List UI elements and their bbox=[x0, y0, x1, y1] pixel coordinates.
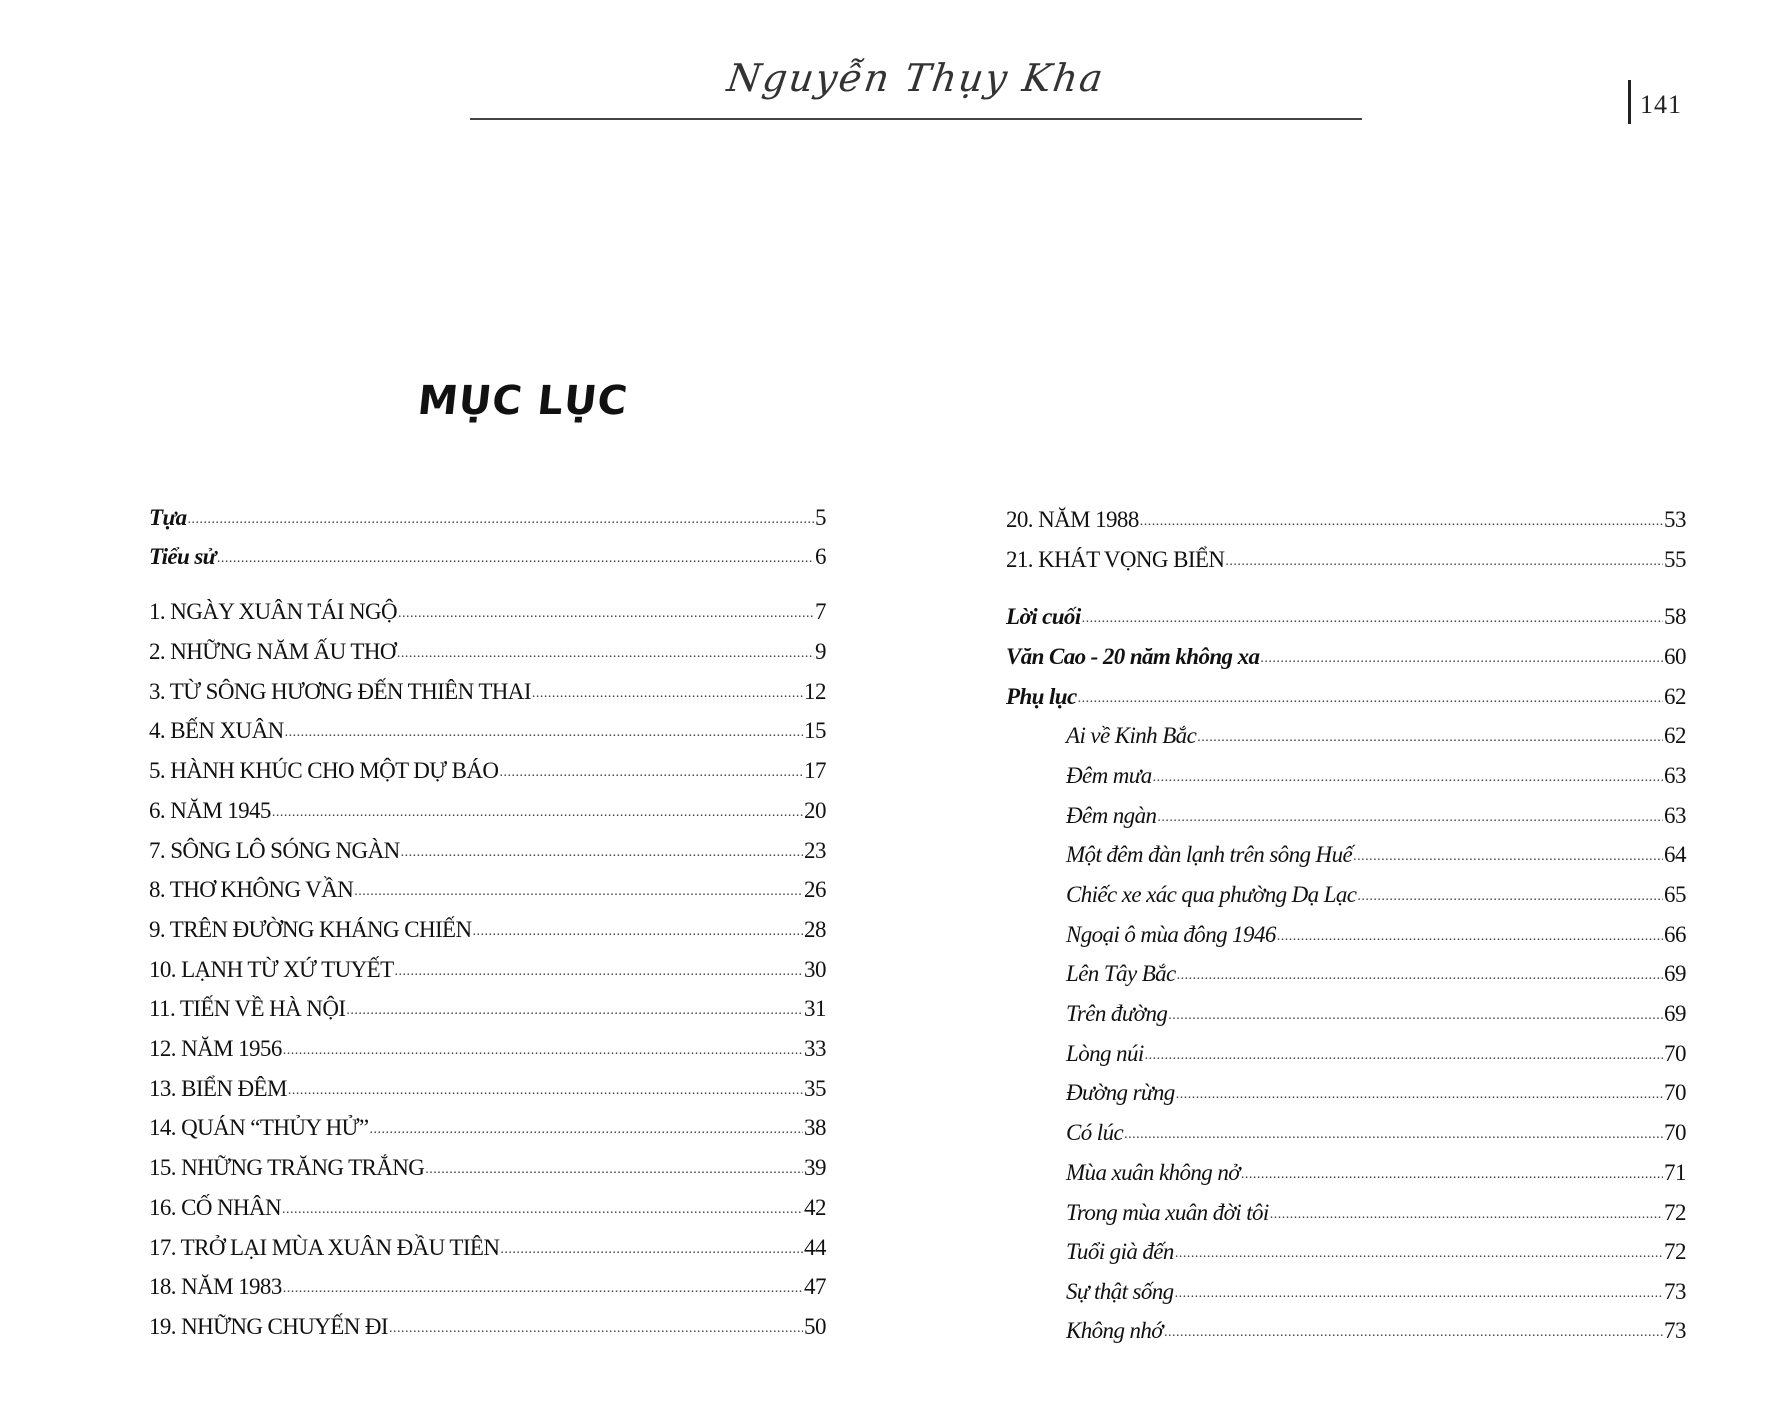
toc-entry-label: Mùa xuân không nở bbox=[1066, 1160, 1240, 1185]
toc-entry-page: 47 bbox=[804, 1274, 826, 1299]
toc-leader-dots bbox=[285, 718, 803, 748]
toc-entry bbox=[1006, 545, 1686, 575]
toc-entry bbox=[149, 955, 826, 985]
toc-entry bbox=[149, 915, 826, 945]
toc-entry-page: 28 bbox=[804, 917, 826, 942]
running-head-author: Nguyễn Thụy Kha bbox=[724, 56, 1108, 100]
toc-entry-page: 72 bbox=[1664, 1239, 1686, 1264]
toc-leader-dots bbox=[282, 1195, 803, 1225]
toc-entry bbox=[149, 1074, 826, 1104]
toc-leader-dots bbox=[1241, 1160, 1663, 1190]
toc-entry-page: 73 bbox=[1664, 1318, 1686, 1343]
toc-entry-label: Tiểu sử bbox=[149, 544, 216, 569]
toc-leader-dots bbox=[401, 838, 803, 868]
toc-leader-dots bbox=[1145, 1041, 1663, 1071]
toc-left-column bbox=[149, 0, 826, 1418]
toc-entry bbox=[1006, 682, 1686, 712]
toc-entry-label: 17. TRỞ LẠI MÙA XUÂN ĐẦU TIÊN bbox=[149, 1235, 500, 1260]
toc-entry-page: 63 bbox=[1664, 763, 1686, 788]
page-title: MỤC LỤC bbox=[415, 378, 631, 424]
toc-entry-page: 65 bbox=[1664, 882, 1686, 907]
toc-leader-dots bbox=[473, 917, 804, 947]
toc-leader-dots bbox=[346, 996, 803, 1026]
toc-leader-dots bbox=[217, 544, 814, 574]
toc-leader-dots bbox=[283, 1274, 803, 1304]
toc-entry-label: 18. NĂM 1983 bbox=[149, 1274, 282, 1299]
toc-entry bbox=[1066, 880, 1686, 910]
toc-leader-dots bbox=[1078, 684, 1663, 714]
toc-entry-page: 31 bbox=[804, 996, 826, 1021]
toc-entry-page: 5 bbox=[815, 505, 826, 530]
toc-entry-page: 62 bbox=[1664, 723, 1686, 748]
toc-leader-dots bbox=[1082, 604, 1663, 634]
toc-entry-page: 38 bbox=[804, 1115, 826, 1140]
toc-entry-page: 71 bbox=[1664, 1160, 1686, 1185]
page-number: 141 bbox=[1640, 90, 1682, 119]
toc-entry-page: 17 bbox=[804, 758, 826, 783]
toc-entry bbox=[1066, 1277, 1686, 1307]
toc-entry-page: 26 bbox=[804, 877, 826, 902]
toc-entry-page: 63 bbox=[1664, 803, 1686, 828]
toc-leader-dots bbox=[288, 1076, 803, 1106]
toc-entry bbox=[149, 597, 826, 627]
toc-entry bbox=[149, 796, 826, 826]
toc-entry-page: 53 bbox=[1664, 507, 1686, 532]
toc-leader-dots bbox=[370, 1115, 803, 1145]
toc-entry-page: 30 bbox=[804, 957, 826, 982]
toc-entry-label: Lên Tây Bắc bbox=[1066, 961, 1176, 986]
toc-entry-label: Không nhớ bbox=[1066, 1318, 1163, 1343]
toc-entry-page: 60 bbox=[1664, 644, 1686, 669]
toc-entry-page: 12 bbox=[804, 679, 826, 704]
toc-leader-dots bbox=[1140, 507, 1663, 537]
toc-entry bbox=[149, 836, 826, 866]
toc-entry-label: Đêm ngàn bbox=[1066, 803, 1157, 828]
toc-entry-label: Sự thật sống bbox=[1066, 1279, 1174, 1304]
toc-leader-dots bbox=[1168, 1001, 1663, 1031]
toc-entry-label: 5. HÀNH KHÚC CHO MỘT DỰ BÁO bbox=[149, 758, 499, 783]
toc-entry-label: 14. QUÁN “THỦY HỬ” bbox=[149, 1115, 369, 1140]
toc-entry-label: Đường rừng bbox=[1066, 1080, 1175, 1105]
toc-entry bbox=[149, 1233, 826, 1263]
toc-leader-dots bbox=[1225, 547, 1663, 577]
toc-entry bbox=[1066, 1237, 1686, 1267]
toc-entry-page: 50 bbox=[804, 1314, 826, 1339]
toc-entry bbox=[1066, 721, 1686, 751]
toc-entry-page: 7 bbox=[815, 599, 826, 624]
toc-entry-label: 15. NHỮNG TRĂNG TRẮNG bbox=[149, 1155, 425, 1180]
toc-entry-page: 55 bbox=[1664, 547, 1686, 572]
toc-entry bbox=[149, 1193, 826, 1223]
toc-entry-page: 62 bbox=[1664, 684, 1686, 709]
toc-entry bbox=[149, 503, 826, 533]
toc-entry-page: 69 bbox=[1664, 961, 1686, 986]
toc-entry-page: 73 bbox=[1664, 1279, 1686, 1304]
toc-entry bbox=[1066, 959, 1686, 989]
toc-entry-page: 64 bbox=[1664, 842, 1686, 867]
toc-leader-dots bbox=[1157, 803, 1663, 833]
toc-entry bbox=[1066, 1078, 1686, 1108]
toc-leader-dots bbox=[1124, 1120, 1663, 1150]
toc-entry bbox=[149, 542, 826, 572]
toc-entry-label: Một đêm đàn lạnh trên sông Huế bbox=[1066, 842, 1353, 867]
toc-leader-dots bbox=[1353, 842, 1663, 872]
toc-entry-label: Có lúc bbox=[1066, 1120, 1124, 1145]
toc-leader-dots bbox=[499, 758, 803, 788]
toc-entry-label: Chiếc xe xác qua phường Dạ Lạc bbox=[1066, 882, 1357, 907]
toc-entry-page: 33 bbox=[804, 1036, 826, 1061]
toc-leader-dots bbox=[425, 1155, 803, 1185]
toc-entry-page: 70 bbox=[1664, 1120, 1686, 1145]
toc-entry-label: Ngoại ô mùa đông 1946 bbox=[1066, 922, 1276, 947]
toc-entry bbox=[1006, 602, 1686, 632]
toc-leader-dots bbox=[532, 679, 803, 709]
toc-leader-dots bbox=[1197, 723, 1663, 753]
toc-entry-label: 4. BẾN XUÂN bbox=[149, 718, 284, 743]
toc-entry-label: 10. LẠNH TỪ XỨ TUYẾT bbox=[149, 957, 394, 982]
toc-entry bbox=[149, 756, 826, 786]
toc-entry-page: 9 bbox=[815, 639, 826, 664]
toc-entry bbox=[149, 1312, 826, 1342]
toc-entry-label: Lòng núi bbox=[1066, 1041, 1144, 1066]
toc-leader-dots bbox=[283, 1036, 803, 1066]
toc-entry bbox=[149, 875, 826, 905]
toc-leader-dots bbox=[398, 599, 814, 629]
toc-leader-dots bbox=[1175, 1279, 1663, 1309]
toc-entry-label: 7. SÔNG LÔ SÓNG NGÀN bbox=[149, 838, 400, 863]
toc-entry-page: 6 bbox=[815, 544, 826, 569]
toc-entry-label: 21. KHÁT VỌNG BIỂN bbox=[1006, 547, 1225, 572]
toc-entry bbox=[1066, 1039, 1686, 1069]
toc-entry-label: 3. TỪ SÔNG HƯƠNG ĐẾN THIÊN THAI bbox=[149, 679, 531, 704]
toc-entry bbox=[149, 637, 826, 667]
toc-leader-dots bbox=[1277, 922, 1663, 952]
toc-leader-dots bbox=[272, 798, 803, 828]
toc-leader-dots bbox=[397, 639, 814, 669]
toc-entry bbox=[1066, 1118, 1686, 1148]
toc-leader-dots bbox=[354, 877, 803, 907]
toc-entry bbox=[1066, 801, 1686, 831]
toc-entry-label: 16. CỐ NHÂN bbox=[149, 1195, 282, 1220]
toc-leader-dots bbox=[1357, 882, 1663, 912]
toc-entry-label: Đêm mưa bbox=[1066, 763, 1152, 788]
toc-entry-label: 13. BIỂN ĐÊM bbox=[149, 1076, 287, 1101]
toc-entry-label: 11. TIẾN VỀ HÀ NỘI bbox=[149, 996, 346, 1021]
toc-leader-dots bbox=[1164, 1318, 1663, 1348]
toc-entry bbox=[1066, 1198, 1686, 1228]
toc-entry-page: 70 bbox=[1664, 1080, 1686, 1105]
toc-entry-page: 15 bbox=[804, 718, 826, 743]
toc-entry-label: Tựa bbox=[149, 505, 187, 530]
toc-entry bbox=[149, 677, 826, 707]
toc-leader-dots bbox=[1175, 1239, 1663, 1269]
toc-entry-page: 42 bbox=[804, 1195, 826, 1220]
toc-entry-label: 8. THƠ KHÔNG VẦN bbox=[149, 877, 354, 902]
toc-leader-dots bbox=[188, 505, 814, 535]
toc-entry bbox=[149, 1034, 826, 1064]
toc-entry bbox=[149, 716, 826, 746]
toc-entry bbox=[149, 1153, 826, 1183]
toc-entry-page: 72 bbox=[1664, 1200, 1686, 1225]
toc-entry-label: 1. NGÀY XUÂN TÁI NGỘ bbox=[149, 599, 398, 624]
toc-entry-page: 69 bbox=[1664, 1001, 1686, 1026]
toc-right-column bbox=[1006, 0, 1686, 1418]
toc-leader-dots bbox=[1153, 763, 1663, 793]
toc-entry bbox=[1006, 642, 1686, 672]
toc-entry bbox=[1066, 999, 1686, 1029]
toc-entry-label: 9. TRÊN ĐƯỜNG KHÁNG CHIẾN bbox=[149, 917, 472, 942]
toc-entry-page: 66 bbox=[1664, 922, 1686, 947]
toc-entry-page: 23 bbox=[804, 838, 826, 863]
toc-entry-page: 58 bbox=[1664, 604, 1686, 629]
toc-entry-label: 19. NHỮNG CHUYẾN ĐI bbox=[149, 1314, 388, 1339]
toc-entry-page: 20 bbox=[804, 798, 826, 823]
toc-entry-label: Trên đường bbox=[1066, 1001, 1168, 1026]
toc-entry-label: Lời cuối bbox=[1006, 604, 1081, 629]
toc-leader-dots bbox=[1176, 1080, 1663, 1110]
toc-entry bbox=[1006, 505, 1686, 535]
toc-leader-dots bbox=[1260, 644, 1663, 674]
toc-entry-page: 70 bbox=[1664, 1041, 1686, 1066]
toc-entry-page: 44 bbox=[804, 1235, 826, 1260]
toc-entry-label: 2. NHỮNG NĂM ẤU THƠ bbox=[149, 639, 396, 664]
toc-entry-label: Trong mùa xuân đời tôi bbox=[1066, 1200, 1269, 1225]
toc-entry-label: 12. NĂM 1956 bbox=[149, 1036, 282, 1061]
toc-entry bbox=[149, 994, 826, 1024]
toc-entry bbox=[1066, 840, 1686, 870]
toc-entry bbox=[149, 1113, 826, 1143]
toc-entry-label: Văn Cao - 20 năm không xa bbox=[1006, 644, 1260, 669]
toc-entry bbox=[1066, 1158, 1686, 1188]
toc-entry-label: Ai về Kinh Bắc bbox=[1066, 723, 1197, 748]
toc-entry bbox=[149, 1272, 826, 1302]
toc-entry-label: 20. NĂM 1988 bbox=[1006, 507, 1139, 532]
toc-entry-page: 39 bbox=[804, 1155, 826, 1180]
toc-entry-label: Phụ lục bbox=[1006, 684, 1077, 709]
toc-entry-page: 35 bbox=[804, 1076, 826, 1101]
toc-entry bbox=[1066, 761, 1686, 791]
toc-leader-dots bbox=[1270, 1200, 1663, 1230]
toc-leader-dots bbox=[500, 1235, 803, 1265]
toc-entry-label: Tuổi già đến bbox=[1066, 1239, 1174, 1264]
toc-entry bbox=[1066, 920, 1686, 950]
toc-entry bbox=[1066, 1316, 1686, 1346]
toc-leader-dots bbox=[1177, 961, 1663, 991]
toc-leader-dots bbox=[395, 957, 803, 987]
toc-entry-label: 6. NĂM 1945 bbox=[149, 798, 271, 823]
toc-leader-dots bbox=[389, 1314, 803, 1344]
